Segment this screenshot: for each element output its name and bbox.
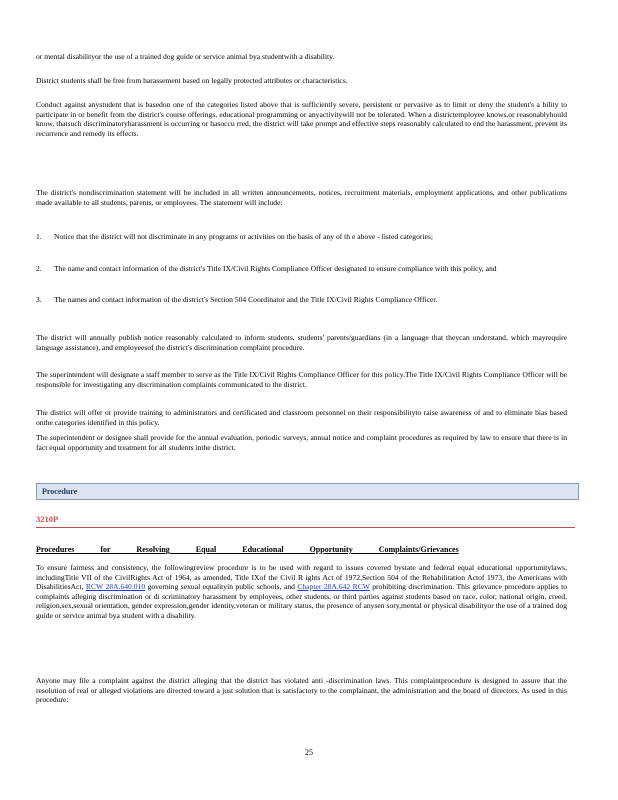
chapter-rcw-link[interactable]: Chapter 28A.642 RCW <box>297 582 370 591</box>
paragraph-file-complaint: Anyone may file a complaint against the district alleging that the district has violated anti -discrimination laws. This complaintprocedure is designed to assure that the resolution of real or alleged violations are directed toward a just solution that is satisfactory to the complainant, the administration and the board of directors. As used in this procedure: <box>36 676 567 704</box>
procedure-text-b: governing sexual equalityin public schools, and <box>145 582 298 591</box>
paragraph-annual-notice: The district will annually publish notice reasonably calculated to inform students, students' parents/guardians (in a language that theycan understand, which mayrequire language assistance), and employeesof the district's discrimination complaint procedure. <box>36 333 567 352</box>
paragraph-nondiscrimination-statement: The district's nondiscrimination statement will be included in all written announcements, notices, recruitment materials, employment applications, and other publications made available to all students, parents, or employees. The statement will include: <box>36 188 567 207</box>
paragraph-conduct: Conduct against anystudent that is basedon one of the categories listed above that is sufficiently severe, persistent or pervasive as to limit or deny the student's a bility to participate in or benefit from the district's course offerings, educational programming or anyactivitywill not be tolerated. When a districtemployee knows,or reasonablyhould know, thatsuch discriminatoryharassment is occurring or hasoccu rred, the district will take prompt and effective steps reasonably calculated to end the harassment, prevent its recurrence and remedy its effects. <box>36 100 567 138</box>
section-heading: Procedures for Resolving Equal Educational Opportunity Complaints/Grievances <box>36 545 459 554</box>
procedure-banner <box>36 483 579 500</box>
list-text: The names and contact information of the district's Section 504 Coordinator and the Title IX/Civil Rights Compliance Officer. <box>54 295 438 304</box>
section-divider <box>36 527 575 528</box>
page-number: 25 <box>305 748 313 757</box>
list-text: Notice that the district will not discriminate in any programs or activities on the basis of any of th e above - listed categories; <box>54 232 433 241</box>
policy-number: 3210P <box>36 514 59 524</box>
list-text: The name and contact information of the district's Title IX/Civil Rights Compliance Officer designated to ensure compliance with this policy, and <box>54 264 497 273</box>
paragraph-harassment-free: District students shall be free from harassement based on legally protected attributes or characteristics. <box>36 76 348 85</box>
paragraph-procedure-scope <box>36 563 567 620</box>
paragraph-evaluation: The superintendent or designee shall provide for the annual evaluation, periodic surveys, annual notice and complaint procedures as required by law to ensure that there is in fact equal opportunity and treatment for all students inthe district. <box>36 433 567 452</box>
list-number: 2. <box>36 264 42 273</box>
list-number: 1. <box>36 232 42 241</box>
paragraph-compliance-officer: The superintendent will designate a staff member to serve as the Title IX/Civil Rights Compliance Officer for this policy.The Title IX/Civil Rights Compliance Officer will be responsible for investigating any discrimination complaints communicated to the district. <box>36 370 567 389</box>
procedure-banner-label: Procedure <box>42 487 78 496</box>
procedure-text-a: To ensure fairness and consistency, the followingreview procedure is to be used with regard to issues covered bystate and federal equal educational opportunitylaws, includingTitle VII of the CivilRights Act of 1964, as amended, Title IXof the Civil R ights Act of 1972,Section 504 of the Rehabilitation Actof 1973, the Americans with DisabilitiesAct, <box>36 563 567 591</box>
list-number: 3. <box>36 295 42 304</box>
rcw-link[interactable]: RCW 28A.640.010 <box>85 582 146 591</box>
paragraph-continuation: or mental disabilityor the use of a trained dog guide or service animal bya studentwith a disability. <box>36 52 335 61</box>
paragraph-training: The district will offer or provide training to administrators and certificated and classroom personnel on their responsibilityto raise awareness of and to eliminate bias based onthe categories identified in this policy. <box>36 408 567 427</box>
procedure-text-c: prohibiting discrimination. This grievance procedure applies to complaints alleging discrimination or di scriminatory harassment by employees, other students, or third parties against students based on race, color, national origin, creed, religion,sex,sexual orientation, gender expression,gender identity,veteran or military status, the presence of anysen sory,mental or physical disabilityor the use of a trained dog guide or service animal bya student with a disability. <box>36 582 567 620</box>
